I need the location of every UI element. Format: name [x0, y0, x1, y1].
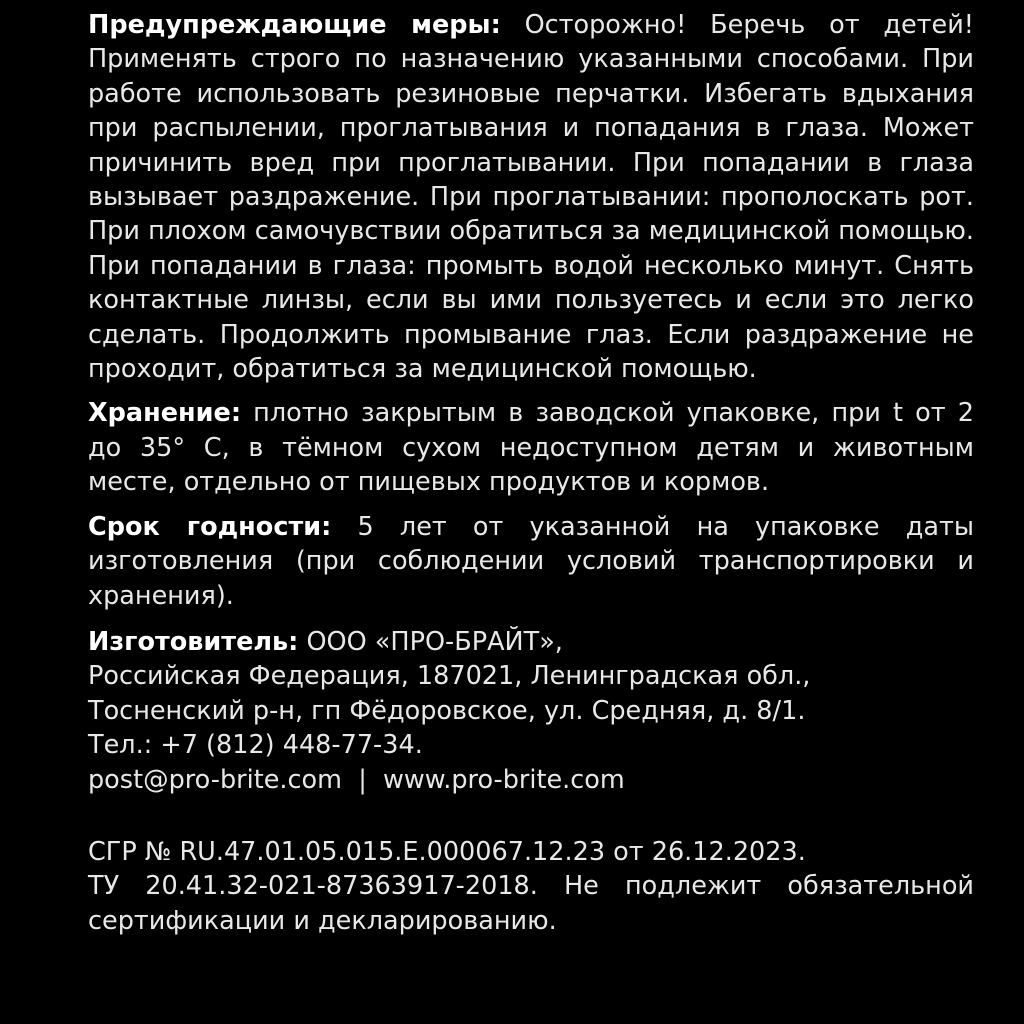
address-line-2: Тосненский р-н, гп Фёдоровское, ул. Средняя, д. 8/1.	[88, 695, 806, 726]
storage-label: Хранение:	[88, 398, 242, 429]
precautions-label: Предупреждающие меры:	[88, 10, 501, 40]
tu-paragraph: ТУ 20.41.32-021-87363917-2018. Не подлежит обязательной сертификации и декларированию.	[88, 871, 974, 936]
storage-text: плотно закрытым в заводской упаковке, при t от 2 до 35° C, в тёмном сухом недоступном детям и животным месте, отдельно от пищевых продуктов и кормов.	[88, 398, 974, 498]
contacts-separator: |	[358, 764, 367, 795]
website-text: www.pro-brite.com	[383, 764, 625, 795]
address-line-1: Российская Федерация, 187021, Ленинградская обл.,	[88, 661, 811, 692]
shelf-life-text: 5 лет от указанной на упаковке даты изготовления (при соблюдении условий транспортировки и хранения).	[88, 511, 974, 611]
phone-line: Тел.: +7 (812) 448-77-34.	[88, 730, 423, 761]
precautions-section	[88, 8, 974, 386]
manufacturer-name: ООО «ПРО-БРАЙТ»,	[306, 626, 563, 657]
email-text: post@pro-brite.com	[88, 764, 342, 795]
certification-section	[88, 835, 974, 869]
shelf-life-section	[88, 510, 974, 613]
shelf-life-label: Срок годности:	[88, 511, 332, 542]
contacts-line	[88, 763, 974, 797]
storage-section	[88, 396, 974, 499]
manufacturer-label: Изготовитель:	[88, 626, 299, 657]
manufacturer-name-line	[88, 625, 974, 659]
sgr-line: СГР № RU.47.01.05.015.Е.000067.12.23 от 26.12.2023.	[88, 836, 806, 867]
manufacturer-section	[88, 625, 974, 797]
precautions-text: Осторожно! Беречь от детей! Применять строго по назначению указанными способами. При работе использовать резиновые перчатки. Избегать вдыхания при распылении, проглатывания и попадания в глаза. Может причинить вред при проглатывании. При попадании в глаза вызывает раздражение. При проглатывании: прополоскать рот. При плохом самочувствии обратиться за медицинской помощью. При попадании в глаза: промыть водой несколько минут. Снять контактные линзы, если вы ими пользуетесь и если это легко сделать. Продолжить промывание глаз. Если раздражение не проходит, обратиться за медицинской помощью.	[88, 10, 974, 385]
